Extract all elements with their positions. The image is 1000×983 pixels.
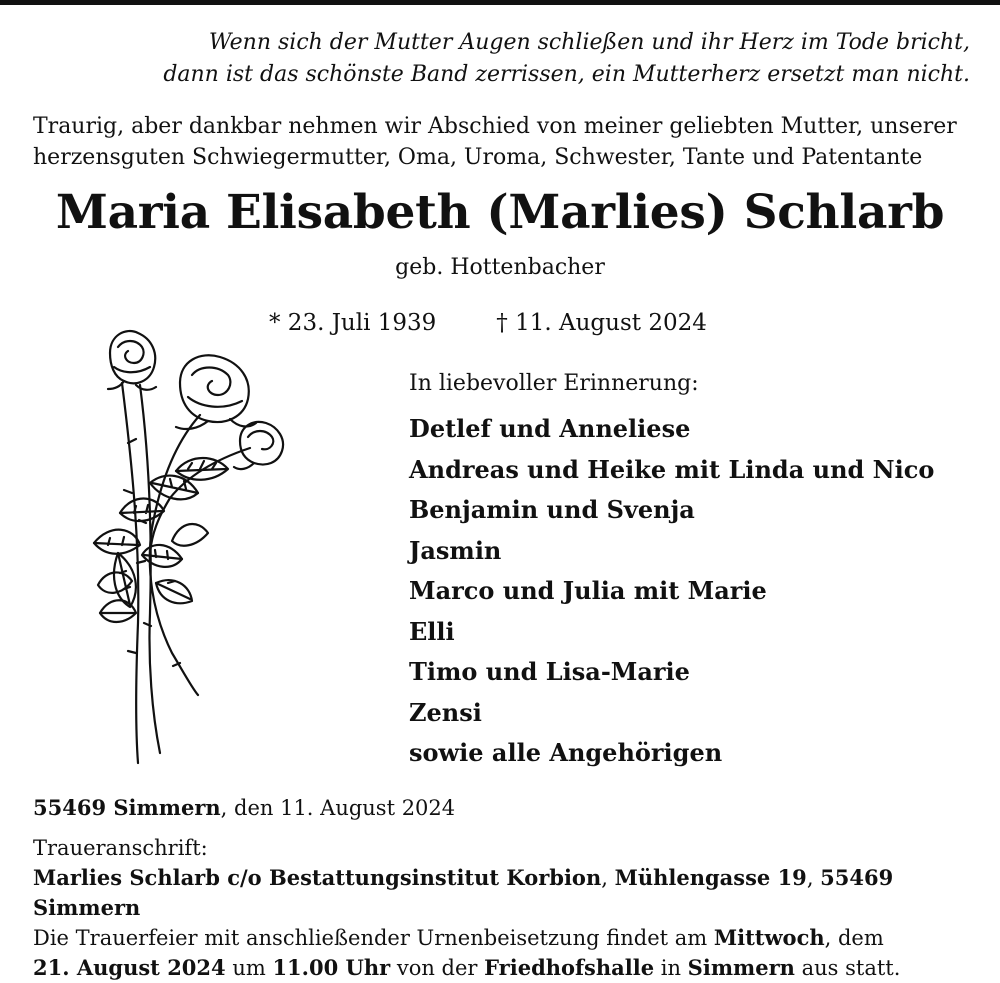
- family-member: Marco und Julia mit Marie: [409, 576, 767, 605]
- family-member: Benjamin und Svenja: [409, 495, 695, 524]
- family-member: Andreas und Heike mit Linda und Nico: [409, 454, 935, 484]
- ceremony-text: Die Trauerfeier mit anschließender Urnenbeisetzung findet am: [33, 926, 714, 950]
- ceremony-place: Simmern: [687, 955, 795, 980]
- ceremony-line-2: [33, 953, 983, 983]
- ceremony-date: 21. August 2024: [33, 955, 226, 980]
- family-member: Timo und Lisa-Marie: [409, 657, 690, 686]
- ceremony-line-1: [33, 923, 983, 953]
- address-name: Marlies Schlarb c/o Bestattungsinstitut Korbion: [33, 865, 602, 890]
- intro-line-1: Traurig, aber dankbar nehmen wir Abschied von meiner geliebten Mutter, unserer: [33, 114, 957, 139]
- intro-text: [33, 111, 973, 173]
- life-dates: [269, 307, 707, 339]
- ceremony-text: , dem: [824, 926, 884, 950]
- family-member: sowie alle Angehörigen: [409, 738, 723, 767]
- poem-line-1: Wenn sich der Mutter Augen schließen und ihr Herz im Tode bricht,: [208, 30, 970, 55]
- deceased-name: Maria Elisabeth (Marlies) Schlarb: [55, 185, 945, 240]
- maiden-name: geb. Hottenbacher: [395, 255, 605, 280]
- memory-label: In liebevoller Erinnerung:: [409, 371, 699, 396]
- ceremony-day: Mittwoch: [713, 925, 825, 950]
- date: , den 11. August 2024: [220, 796, 456, 820]
- family-member: Detlef und Anneliese: [409, 414, 691, 443]
- family-member: Jasmin: [409, 535, 502, 565]
- ceremony-venue: Friedhofshalle: [484, 955, 655, 980]
- footer: [33, 793, 983, 983]
- separator: ,: [601, 866, 615, 890]
- ceremony-text: aus statt.: [794, 956, 901, 980]
- rose-bouquet-icon: [80, 323, 300, 768]
- poem-line-2: dann ist das schönste Band zerrissen, ein Mutterherz ersetzt man nicht.: [163, 62, 970, 87]
- family-list: [409, 409, 934, 774]
- address-label: Traueranschrift:: [33, 836, 208, 860]
- death-date: † 11. August 2024: [496, 310, 707, 336]
- ceremony-time: 11.00 Uhr: [272, 955, 391, 980]
- ceremony-text: um: [225, 956, 273, 980]
- ceremony-text: von der: [390, 956, 485, 980]
- family-member: Zensi: [409, 697, 482, 727]
- separator: ,: [806, 866, 821, 890]
- place-date-line: [33, 793, 983, 823]
- family-member: Elli: [409, 616, 455, 646]
- memorial-poem: [163, 27, 970, 91]
- birth-date: * 23. Juli 1939: [269, 310, 437, 336]
- address-city: 55469 Simmern: [33, 865, 894, 920]
- place: 55469 Simmern: [33, 795, 221, 820]
- intro-line-2: herzensguten Schwiegermutter, Oma, Uroma, Schwester, Tante und Patentante: [33, 145, 923, 170]
- ceremony-text: in: [654, 956, 688, 980]
- address-street: Mühlengasse 19: [614, 865, 807, 890]
- address-line: [33, 863, 983, 923]
